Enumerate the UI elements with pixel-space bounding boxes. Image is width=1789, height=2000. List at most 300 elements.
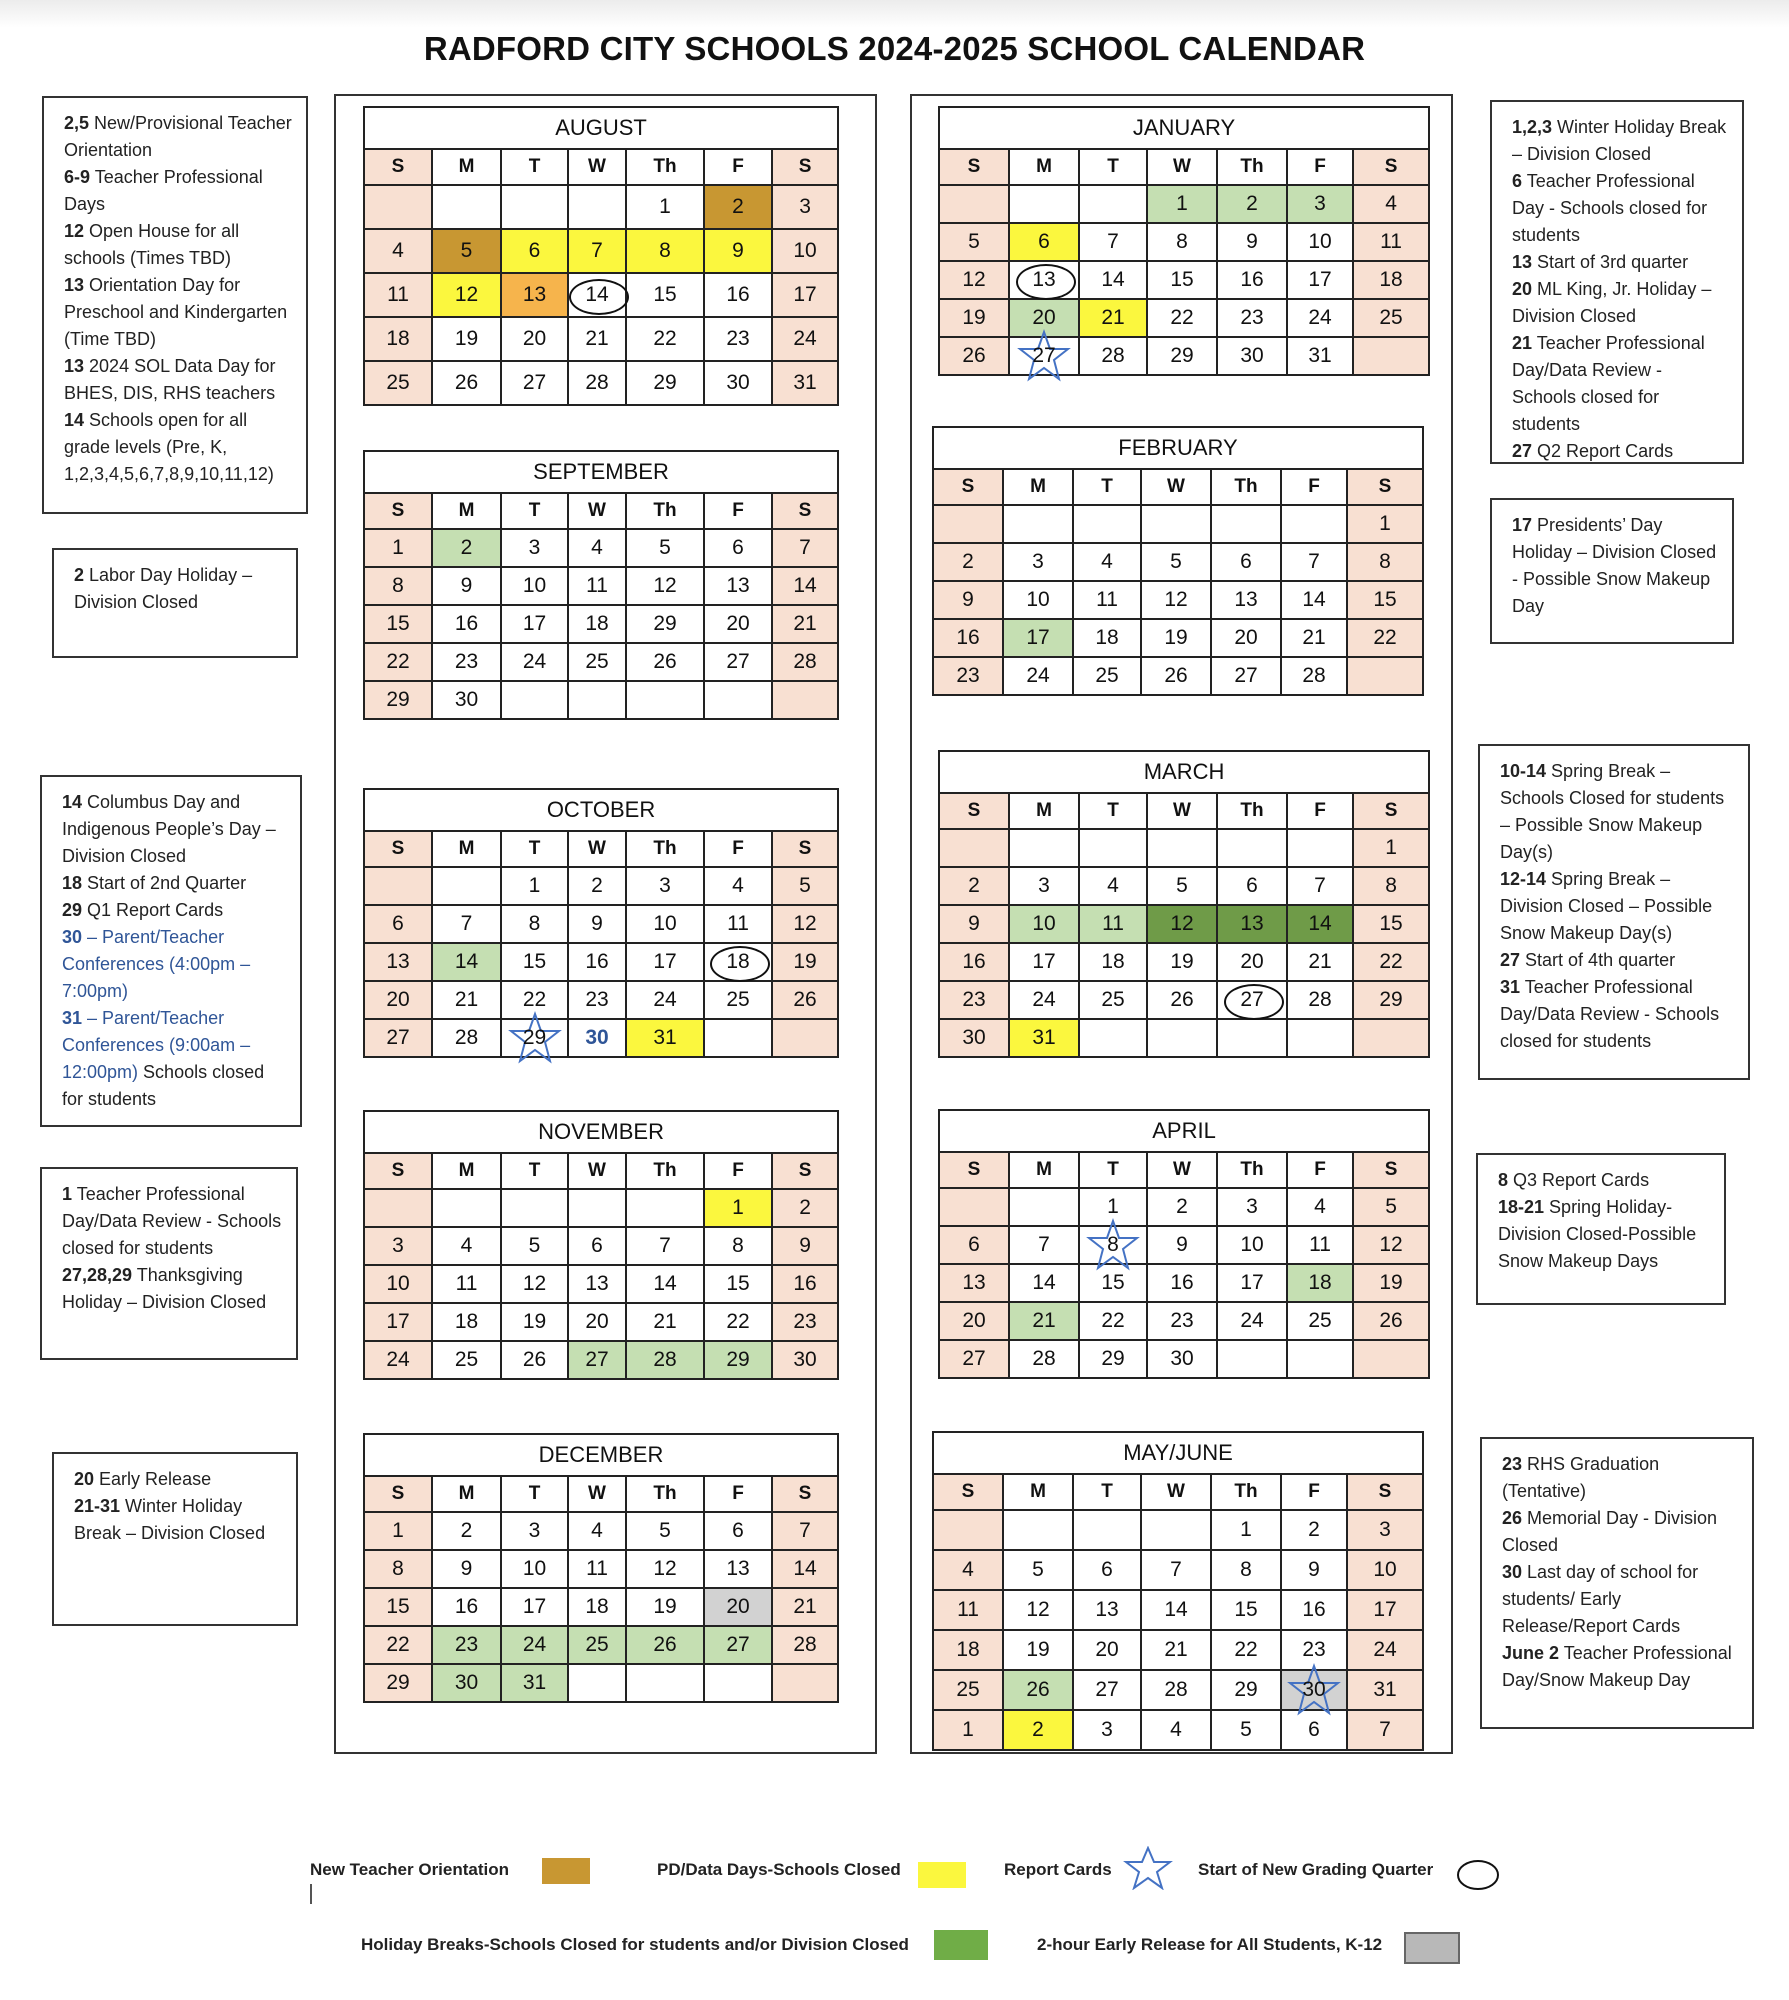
day-cell (1353, 261, 1429, 299)
note-line (1512, 512, 1718, 620)
day-number: 7 (1314, 874, 1326, 897)
day-number: 21 (1032, 1309, 1056, 1332)
day-cell (1079, 1340, 1147, 1378)
day-cell (1287, 943, 1353, 981)
day-number: 23 (962, 988, 986, 1011)
day-cell (432, 1664, 501, 1702)
note-date: 13 (64, 275, 85, 295)
day-number: 17 (1373, 1598, 1397, 1621)
day-cell (364, 317, 432, 361)
note-text: Schools open for all grade levels (Pre, K, 1,2,3,4,5,6,7,8,9,10,11,12) (64, 410, 274, 484)
legend-holiday-swatch (934, 1930, 988, 1960)
day-number: 11 (1309, 1233, 1331, 1256)
weekday-header: Th (1211, 1474, 1281, 1510)
day-cell (1217, 981, 1287, 1019)
day-cell (432, 1189, 501, 1227)
day-number: 12 (1164, 588, 1188, 611)
day-cell (1147, 905, 1217, 943)
weekday-header: S (1347, 1474, 1423, 1510)
day-number: 10 (1032, 912, 1056, 935)
day-number: 28 (1302, 664, 1326, 687)
weekday-header: T (501, 1476, 568, 1512)
day-cell (568, 943, 626, 981)
note-line (1500, 947, 1734, 974)
weekday-header: S (364, 831, 432, 867)
day-cell (772, 1019, 838, 1057)
day-cell (432, 273, 501, 317)
weekday-header: S (772, 493, 838, 529)
day-cell (501, 1550, 568, 1588)
day-cell (1347, 1670, 1423, 1710)
note-text: Teacher Professional Day/Data Review - Schools closed for students (1512, 333, 1705, 434)
day-number: 5 (799, 874, 811, 897)
day-number: 11 (387, 283, 409, 306)
day-number: 8 (528, 912, 541, 935)
note-text: Teacher Professional Day/Data Review - Schools closed for students (1500, 977, 1720, 1051)
day-number: 3 (392, 1234, 404, 1257)
day-cell (1287, 829, 1353, 867)
day-number: 10 (793, 239, 817, 262)
day-number: 14 (1302, 588, 1326, 611)
day-cell (432, 943, 501, 981)
day-cell (432, 567, 501, 605)
day-cell (364, 867, 432, 905)
day-cell (772, 1626, 838, 1664)
weekday-header: W (568, 149, 626, 185)
day-cell (704, 1265, 772, 1303)
day-number: 4 (1101, 550, 1113, 573)
day-cell (1147, 299, 1217, 337)
day-cell (626, 1550, 704, 1588)
note-line (1498, 1167, 1710, 1194)
day-number: 2 (1176, 1195, 1188, 1218)
day-cell (1217, 337, 1287, 375)
day-cell (1287, 1226, 1353, 1264)
day-cell (1141, 581, 1211, 619)
day-number: 27 (386, 1026, 410, 1049)
legend-pd-swatch (918, 1862, 966, 1888)
weekday-header: S (933, 469, 1003, 505)
note-date: 30 (1502, 1562, 1523, 1582)
note-date: 2 (74, 565, 85, 585)
day-number: 4 (392, 239, 404, 262)
day-number: 6 (968, 1233, 980, 1256)
day-cell (626, 867, 704, 905)
day-cell (1353, 905, 1429, 943)
day-number: 29 (1234, 1678, 1258, 1701)
weekday-header: Th (1217, 793, 1287, 829)
note-text: Labor Day Holiday – Division Closed (74, 565, 253, 612)
note-text: Memorial Day - Division Closed (1502, 1508, 1718, 1555)
day-cell (1003, 1550, 1073, 1590)
weekday-header: F (704, 149, 772, 185)
weekday-header: Th (626, 493, 704, 529)
day-cell (704, 1227, 772, 1265)
note-date: 2,5 (64, 113, 90, 133)
day-cell (704, 361, 772, 405)
day-number: 29 (522, 1026, 547, 1049)
day-cell (626, 981, 704, 1019)
day-cell (1141, 1510, 1211, 1550)
day-number: 26 (1164, 664, 1188, 687)
day-number: 29 (653, 371, 677, 394)
day-number: 17 (1240, 1271, 1264, 1294)
day-cell (568, 361, 626, 405)
day-cell (501, 867, 568, 905)
weekday-header: S (364, 149, 432, 185)
day-cell (1287, 185, 1353, 223)
day-number: 17 (1026, 626, 1050, 649)
day-cell (772, 1341, 838, 1379)
note-date: 27 (1512, 441, 1533, 461)
day-cell (1079, 1264, 1147, 1302)
day-number: 27 (962, 1347, 986, 1370)
day-cell (1347, 619, 1423, 657)
day-cell (1009, 1302, 1079, 1340)
month-title: NOVEMBER (364, 1111, 838, 1153)
day-number: 19 (522, 1310, 547, 1333)
day-cell (1079, 223, 1147, 261)
day-cell (1079, 1019, 1147, 1057)
day-cell (772, 1550, 838, 1588)
day-cell (1079, 261, 1147, 299)
day-cell (1353, 981, 1429, 1019)
weekday-header: F (704, 831, 772, 867)
day-cell (772, 185, 838, 229)
day-number: 16 (454, 612, 479, 635)
day-cell (772, 229, 838, 273)
note-date: 10-14 (1500, 761, 1547, 781)
day-cell (704, 317, 772, 361)
note-text: 2024 SOL Data Day for BHES, DIS, RHS teachers (64, 356, 276, 403)
day-number: 22 (1234, 1638, 1258, 1661)
note-line (62, 870, 286, 897)
day-cell (626, 1019, 704, 1057)
day-cell (568, 1341, 626, 1379)
day-number: 23 (793, 1310, 817, 1333)
day-cell (704, 1019, 772, 1057)
day-cell (933, 1510, 1003, 1550)
day-number: 12 (1170, 912, 1194, 935)
day-number: 28 (454, 1026, 479, 1049)
note-text: Q2 Report Cards (1532, 441, 1674, 461)
day-cell (1287, 299, 1353, 337)
day-number: 23 (726, 327, 750, 350)
day-cell (704, 1341, 772, 1379)
day-cell (568, 1019, 626, 1057)
day-cell (501, 1341, 568, 1379)
day-number: 26 (962, 344, 986, 367)
day-cell (704, 867, 772, 905)
note-text: ML King, Jr. Holiday – Division Closed (1512, 279, 1712, 326)
day-cell (626, 1512, 704, 1550)
day-cell (1287, 1264, 1353, 1302)
weekday-header: T (1073, 1474, 1141, 1510)
note-line (1512, 114, 1728, 168)
day-cell (1003, 543, 1073, 581)
month-title: MARCH (939, 751, 1429, 793)
day-cell (501, 905, 568, 943)
day-number: 11 (1096, 588, 1118, 611)
day-number: 9 (799, 1234, 811, 1257)
day-cell (501, 681, 568, 719)
legend-tick (310, 1884, 312, 1904)
day-number: 1 (659, 195, 671, 218)
day-number: 24 (653, 988, 677, 1011)
day-number: 2 (460, 1519, 473, 1542)
day-number: 20 (522, 327, 547, 350)
day-cell (364, 567, 432, 605)
day-number: 30 (1302, 1678, 1326, 1701)
note-text: Winter Holiday Break – Division Closed (1512, 117, 1727, 164)
note-date: 27,28,29 (62, 1265, 133, 1285)
day-number: 8 (659, 239, 671, 262)
day-number: 24 (522, 650, 547, 673)
day-cell (501, 1227, 568, 1265)
day-number: 27 (1234, 664, 1258, 687)
note-text: – Parent/Teacher Conferences (9:00am – 12:00pm) (62, 1008, 251, 1082)
day-number: 15 (653, 283, 677, 306)
day-number: 3 (528, 1519, 541, 1542)
note-box-sep (52, 548, 298, 658)
day-cell (568, 273, 626, 317)
note-date: 23 (1502, 1454, 1523, 1474)
weekday-header: T (1079, 1152, 1147, 1188)
weekday-header: S (1353, 1152, 1429, 1188)
day-number: 25 (386, 371, 410, 394)
day-cell (1353, 223, 1429, 261)
day-number: 16 (956, 626, 980, 649)
day-number: 7 (659, 1234, 671, 1257)
day-number: 6 (528, 239, 541, 262)
day-number: 2 (460, 536, 473, 559)
day-number: 11 (1102, 912, 1124, 935)
day-cell (1287, 223, 1353, 261)
day-cell (1003, 581, 1073, 619)
day-cell (626, 905, 704, 943)
day-cell (933, 657, 1003, 695)
day-cell (1079, 829, 1147, 867)
day-cell (501, 943, 568, 981)
day-number: 12 (1026, 1598, 1050, 1621)
note-text: Presidents’ Day Holiday – Division Closed - Possible Snow Makeup Day (1512, 515, 1717, 616)
note-text: Start of 3rd quarter (1532, 252, 1689, 272)
note-line (1512, 438, 1728, 465)
day-number: 20 (1240, 950, 1264, 973)
day-number: 18 (454, 1310, 479, 1333)
day-cell (772, 1588, 838, 1626)
day-number: 27 (726, 1633, 750, 1656)
day-cell (1079, 1302, 1147, 1340)
weekday-header: Th (626, 149, 704, 185)
day-cell (1353, 943, 1429, 981)
day-cell (364, 1303, 432, 1341)
day-number: 28 (1308, 988, 1332, 1011)
day-cell (1009, 943, 1079, 981)
day-cell (704, 529, 772, 567)
weekday-header: S (1353, 149, 1429, 185)
day-number: 12 (454, 283, 479, 306)
day-number: 24 (1373, 1638, 1397, 1661)
day-cell (1353, 185, 1429, 223)
day-number: 2 (1246, 192, 1258, 215)
day-cell (432, 1227, 501, 1265)
weekday-header: W (1147, 149, 1217, 185)
month-august (363, 106, 839, 406)
weekday-header: W (568, 493, 626, 529)
day-number: 9 (732, 239, 744, 262)
day-cell (1073, 1710, 1141, 1750)
day-number: 11 (586, 1557, 608, 1580)
weekday-header: S (1347, 469, 1423, 505)
day-cell (1281, 581, 1347, 619)
day-cell (933, 1710, 1003, 1750)
day-number: 13 (585, 1272, 609, 1295)
day-number: 16 (454, 1595, 479, 1618)
day-cell (1281, 1550, 1347, 1590)
day-cell (1353, 1019, 1429, 1057)
day-cell (1009, 1019, 1079, 1057)
day-number: 24 (522, 1633, 547, 1656)
note-box-mar (1478, 744, 1750, 1080)
day-number: 30 (962, 1026, 986, 1049)
weekday-header: Th (626, 1153, 704, 1189)
day-cell (1211, 619, 1281, 657)
day-number: 1 (732, 1196, 744, 1219)
weekday-header: S (933, 1474, 1003, 1510)
weekday-header: M (1009, 793, 1079, 829)
day-number: 18 (1308, 1271, 1332, 1294)
day-cell (704, 643, 772, 681)
day-number: 2 (799, 1196, 811, 1219)
day-cell (1009, 1226, 1079, 1264)
day-cell (704, 1189, 772, 1227)
day-cell (1217, 223, 1287, 261)
day-number: 21 (1308, 950, 1332, 973)
day-cell (1009, 829, 1079, 867)
note-date: 12 (64, 221, 85, 241)
top-shade (0, 0, 1789, 28)
weekday-header: W (568, 831, 626, 867)
day-cell (1141, 505, 1211, 543)
day-number: 16 (1170, 1271, 1194, 1294)
day-number: 16 (585, 950, 609, 973)
day-cell (626, 1341, 704, 1379)
day-number: 29 (386, 688, 410, 711)
day-cell (501, 1512, 568, 1550)
day-cell (939, 1340, 1009, 1378)
day-cell (568, 317, 626, 361)
day-number: 29 (386, 1671, 410, 1694)
day-number: 23 (1240, 306, 1264, 329)
weekday-header: W (568, 1153, 626, 1189)
day-number: 21 (1164, 1638, 1188, 1661)
weekday-header: F (1287, 1152, 1353, 1188)
day-number: 23 (585, 988, 609, 1011)
day-cell (432, 1265, 501, 1303)
day-cell (939, 1302, 1009, 1340)
day-cell (432, 681, 501, 719)
day-cell (1147, 829, 1217, 867)
day-cell (704, 1626, 772, 1664)
day-cell (772, 1189, 838, 1227)
day-number: 20 (726, 612, 750, 635)
day-cell (1073, 1670, 1141, 1710)
day-cell (939, 223, 1009, 261)
day-number: 17 (653, 950, 677, 973)
note-text: Q3 Report Cards (1508, 1170, 1650, 1190)
day-number: 1 (1176, 192, 1188, 215)
day-cell (364, 605, 432, 643)
day-cell (704, 943, 772, 981)
day-number: 26 (454, 371, 479, 394)
day-cell (1147, 981, 1217, 1019)
day-number: 5 (1176, 874, 1188, 897)
day-number: 9 (1308, 1558, 1320, 1581)
day-cell (626, 1227, 704, 1265)
note-date: 31 (62, 1008, 83, 1028)
day-cell (1211, 1630, 1281, 1670)
day-number: 2 (591, 874, 603, 897)
day-number: 28 (1101, 344, 1125, 367)
day-cell (704, 981, 772, 1019)
day-number: 3 (659, 874, 671, 897)
day-number: 2 (968, 874, 980, 897)
weekday-header: T (1079, 793, 1147, 829)
day-number: 16 (793, 1272, 817, 1295)
day-cell (626, 1265, 704, 1303)
day-number: 5 (1170, 550, 1182, 573)
note-text: – Parent/Teacher Conferences (4:00pm – 7:00pm) (62, 927, 251, 1001)
day-number: 4 (591, 536, 603, 559)
weekday-header: S (939, 1152, 1009, 1188)
day-cell (1217, 1340, 1287, 1378)
day-number: 27 (1095, 1678, 1119, 1701)
note-line (62, 897, 286, 924)
day-cell (772, 317, 838, 361)
day-cell (933, 1670, 1003, 1710)
day-cell (1287, 1019, 1353, 1057)
note-text: Spring Break – Schools Closed for students – Possible Snow Makeup Day(s) (1500, 761, 1725, 862)
day-number: 26 (1026, 1678, 1050, 1701)
day-cell (568, 1227, 626, 1265)
day-cell (1281, 543, 1347, 581)
note-date: 30 (62, 927, 83, 947)
note-box-dec (52, 1452, 298, 1626)
weekday-header: F (1281, 469, 1347, 505)
day-cell (1353, 867, 1429, 905)
day-cell (626, 1303, 704, 1341)
day-number: 17 (386, 1310, 410, 1333)
day-cell (501, 185, 568, 229)
note-date: 12-14 (1500, 869, 1547, 889)
day-cell (1079, 905, 1147, 943)
day-cell (364, 529, 432, 567)
note-box-feb (1490, 498, 1734, 644)
day-cell (1141, 1550, 1211, 1590)
day-cell (1217, 1264, 1287, 1302)
day-number: 8 (392, 1557, 404, 1580)
day-cell (432, 605, 501, 643)
day-cell (626, 361, 704, 405)
day-cell (1347, 505, 1423, 543)
day-number: 19 (1026, 1638, 1050, 1661)
day-number: 15 (726, 1272, 750, 1295)
day-number: 22 (1379, 950, 1403, 973)
day-number: 27 (585, 1348, 609, 1371)
day-cell (1003, 1590, 1073, 1630)
day-number: 24 (1026, 664, 1050, 687)
